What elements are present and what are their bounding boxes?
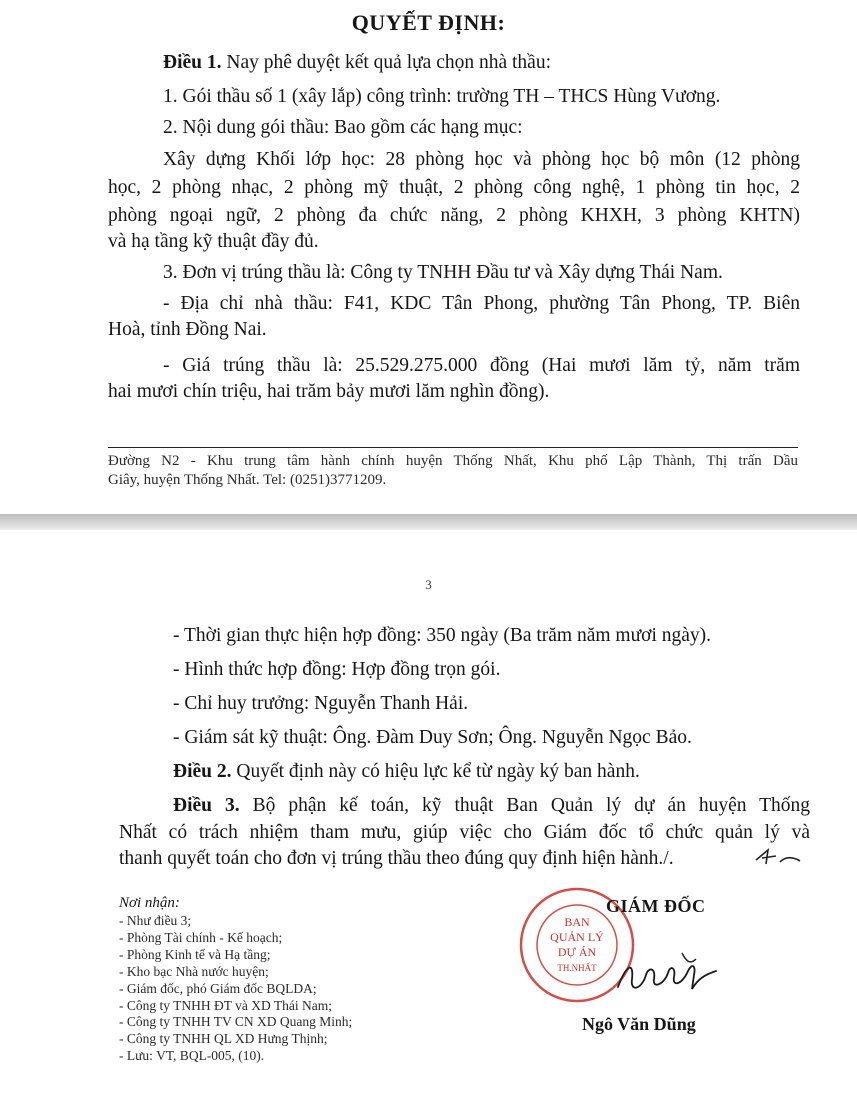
article-2-label: Điều 2.	[173, 761, 232, 782]
footer-address-line-1: Đường N2 - Khu trung tâm hành chính huyện Thống Nhất, Khu phố Lập Thành, Thị trấn Dầu	[108, 453, 798, 469]
recipients-list	[119, 913, 352, 1065]
recipient-item: - Lưu: VT, BQL-005, (10).	[119, 1048, 265, 1064]
footer-divider	[108, 447, 798, 448]
recipient-item: - Công ty TNHH TV CN XD Quang Minh;	[119, 1014, 353, 1030]
recipient-item: - Phòng Tài chính - Kế hoạch;	[119, 929, 283, 945]
scope-line-1: Xây dựng Khối lớp học: 28 phòng học và phòng học bộ môn (12 phòng	[163, 149, 800, 170]
signature-title: GIÁM ĐỐC	[606, 896, 706, 916]
handwritten-signature-icon	[612, 945, 722, 1000]
site-commander: - Chỉ huy trưởng: Nguyễn Thanh Hải.	[173, 693, 469, 714]
winning-price-line-2: hai mươi chín triệu, hai trăm bảy mươi lăm nghìn đồng).	[108, 381, 550, 402]
scope-line-3: phòng ngoại ngữ, 2 phòng đa chức năng, 2 phòng KHXH, 3 phòng KHTN)	[108, 205, 800, 226]
footer-address-line-2: Giây, huyện Thống Nhất. Tel: (0251)3771209.	[108, 472, 387, 488]
article-3-line-3: thanh quyết toán cho đơn vị trúng thầu theo đúng quy định hiện hành./.	[119, 848, 674, 869]
stamp-line: QUẢN LÝ	[550, 930, 604, 944]
article-1-text: Nay phê duyệt kết quả lựa chọn nhà thầu:	[226, 52, 552, 73]
contractor-address-line-2: Hoà, tỉnh Đồng Nai.	[108, 319, 267, 340]
signer-name: Ngô Văn Dũng	[582, 1014, 696, 1034]
recipient-item: - Công ty TNHH QL XD Hưng Thịnh;	[119, 1031, 328, 1047]
scope-line-4: và hạ tầng kỹ thuật đầy đủ.	[108, 231, 319, 252]
initial-mark-icon	[752, 846, 804, 868]
stamp-line: DỰ ÁN	[557, 945, 597, 959]
winning-price-line-1: - Giá trúng thầu là: 25.529.275.000 đồng (Hai mươi lăm tỷ, năm trăm	[163, 355, 800, 376]
scope-line-2: học, 2 phòng nhạc, 2 phòng mỹ thuật, 2 phòng công nghệ, 1 phòng tin học, 2	[108, 177, 800, 198]
recipient-item: - Phòng Kinh tế và Hạ tầng;	[119, 946, 271, 962]
recipient-item: - Giám đốc, phó Giám đốc BQLDA;	[119, 980, 317, 996]
stamp-line: TH.NHẤT	[557, 963, 597, 973]
contractor-address-line-1: - Địa chỉ nhà thầu: F41, KDC Tân Phong, phường Tân Phong, TP. Biên	[163, 293, 800, 314]
article-1-item-1: 1. Gói thầu số 1 (xây lắp) công trình: trường TH – THCS Hùng Vương.	[163, 86, 721, 107]
contract-duration: - Thời gian thực hiện hợp đồng: 350 ngày (Ba trăm năm mươi ngày).	[173, 625, 712, 646]
page-break	[0, 514, 857, 530]
article-3-label: Điều 3.	[173, 795, 240, 816]
article-3-line-2: Nhất có trách nhiệm tham mưu, giúp việc cho Giám đốc tổ chức quản lý và	[119, 822, 810, 843]
article-1-item-2: 2. Nội dung gói thầu: Bao gồm các hạng mục:	[163, 117, 523, 138]
article-3-line-1	[173, 795, 810, 817]
article-1-line	[163, 52, 551, 74]
contract-form: - Hình thức hợp đồng: Hợp đồng trọn gói.	[173, 659, 501, 680]
page-number: 3	[425, 577, 432, 592]
article-2-line	[173, 761, 640, 783]
technical-supervisor: - Giám sát kỹ thuật: Ông. Đàm Duy Sơn; Ông. Nguyễn Ngọc Bảo.	[173, 727, 692, 748]
recipient-item: - Công ty TNHH ĐT và XD Thái Nam;	[119, 997, 332, 1013]
recipients-title: Nơi nhận:	[119, 895, 180, 911]
article-2-text: Quyết định này có hiệu lực kể từ ngày ký ban hành.	[236, 761, 640, 782]
recipient-item: - Như điều 3;	[119, 913, 192, 928]
recipient-item: - Kho bạc Nhà nước huyện;	[119, 963, 269, 979]
article-3-text: Bộ phận kế toán, kỹ thuật Ban Quản lý dự án huyện Thống	[252, 795, 811, 816]
article-1-item-3: 3. Đơn vị trúng thầu là: Công ty TNHH Đầu tư và Xây dựng Thái Nam.	[163, 262, 723, 283]
article-1-label: Điều 1.	[163, 52, 222, 73]
stamp-line: BAN	[564, 915, 590, 929]
decision-heading: QUYẾT ĐỊNH:	[351, 10, 506, 35]
